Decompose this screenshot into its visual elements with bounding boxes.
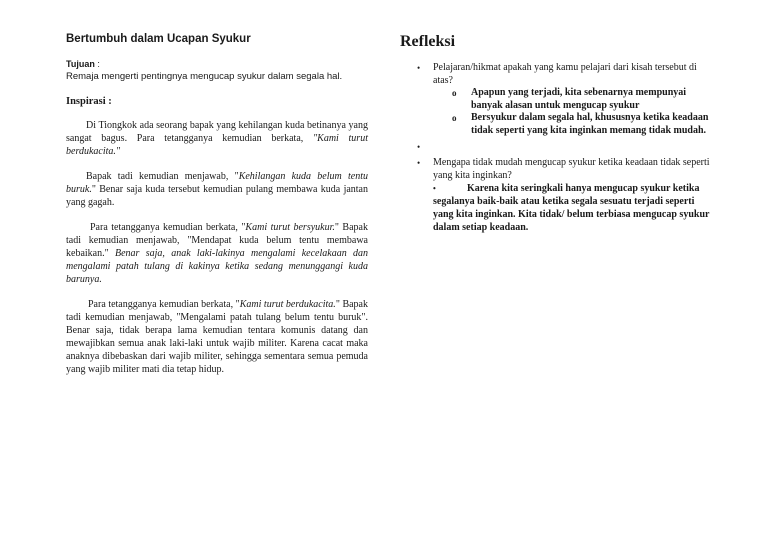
question-2-text: Mengapa tidak mudah mengucap syukur ketika keadaan tidak seperti yang kita inginkan? xyxy=(433,157,710,181)
story-paragraph-4 xyxy=(66,298,368,376)
p3-italic: Benar saja, anak laki-lakinya mengalami kecelakaan dan mengalami patah tulang di kakinya ketika sedang menunggangi kuda barunya. xyxy=(66,248,368,285)
question-1-answers xyxy=(433,87,710,137)
answer-text: Apapun yang terjadi, kita sebenarnya mempunyai banyak alasan untuk mengucap syukur xyxy=(471,87,687,111)
circle-bullet-icon: o xyxy=(452,113,457,123)
p3-quote: Kami turut bersyukur. xyxy=(245,222,335,233)
reflection-question-1 xyxy=(400,62,710,137)
p2-text-b: " Benar saja kuda tersebut kemudian pulang membawa kuda jantan yang gagah. xyxy=(66,184,368,208)
p1-quote: "Kami turut berdukacita." xyxy=(66,133,368,157)
p3-text-b: " Bapak tadi kemudian menjawab, "Mendapat kuda belum tentu membawa kebaikan." xyxy=(66,222,368,259)
p4-text-a: Para tetangganya kemudian berkata, " xyxy=(88,299,240,310)
right-column xyxy=(400,33,710,234)
tujuan-label-text: Tujuan xyxy=(66,59,95,69)
refleksi-title: Refleksi xyxy=(400,33,456,50)
reflection-empty-item xyxy=(400,141,710,153)
answer-text: Bersyukur dalam segala hal, khususnya ketika keadaan tidak seperti yang kita inginkan memang tidak mudah. xyxy=(471,112,709,136)
p4-quote: Kami turut berdukacita. xyxy=(239,299,336,310)
p2-quote: Kehilangan kuda belum tentu buruk. xyxy=(66,171,368,195)
story-paragraph-2 xyxy=(66,170,368,209)
answer-item xyxy=(433,87,710,112)
inspirasi-heading: Inspirasi : xyxy=(66,96,112,107)
p2-text-a: Bapak tadi kemudian menjawab, " xyxy=(86,171,239,182)
bullet-icon: • xyxy=(417,142,421,152)
reflection-list xyxy=(400,62,710,182)
circle-bullet-icon: o xyxy=(452,88,457,98)
p4-text-b: " Bapak tadi kemudian menjawab, "Mengalami patah tulang belum tentu buruk". Benar saja, tidak berapa lama kemudian tentara komunis datang dan mewajibkan semua anak laki-laki untuk wajib militer. Karena cacat maka anaknya dibebaskan dari wajib militer, sehingga sementara semua pemuda yang wajib militer mati dia tetap hidup. xyxy=(66,299,368,375)
p1-text: Di Tiongkok ada seorang bapak yang kehilangan kuda betinanya yang sangat bagus. Para tetangganya kemudian berkata, xyxy=(66,120,368,144)
left-column xyxy=(66,33,368,388)
bullet-icon: • xyxy=(417,158,421,168)
reflection-question-2 xyxy=(400,157,710,182)
question-1-text: Pelajaran/hikmat apakah yang kamu pelajari dari kisah tersebut di atas? xyxy=(433,62,697,86)
answer-item xyxy=(433,112,710,137)
question-2-answer xyxy=(433,182,710,234)
document-title: Bertumbuh dalam Ucapan Syukur xyxy=(66,33,251,45)
tujuan-colon: : xyxy=(94,59,100,69)
question-2-answer-text: Karena kita seringkali hanya mengucap syukur ketika segalanya baik-baik atau ketika segala sesuatu terjadi seperti yang kita inginkan. Kita tidak/ belum terbiasa mengucap syukur dalam setiap keadaan. xyxy=(433,183,710,233)
small-bullet-icon: • xyxy=(433,184,436,193)
bullet-icon: • xyxy=(417,63,421,73)
tujuan-label xyxy=(66,59,368,69)
story-paragraph-1 xyxy=(66,119,368,158)
p3-text-a: Para tetangganya kemudian berkata, " xyxy=(90,222,246,233)
tujuan-text: Remaja mengerti pentingnya mengucap syukur dalam segala hal. xyxy=(66,71,343,82)
story-paragraph-3 xyxy=(66,221,368,286)
